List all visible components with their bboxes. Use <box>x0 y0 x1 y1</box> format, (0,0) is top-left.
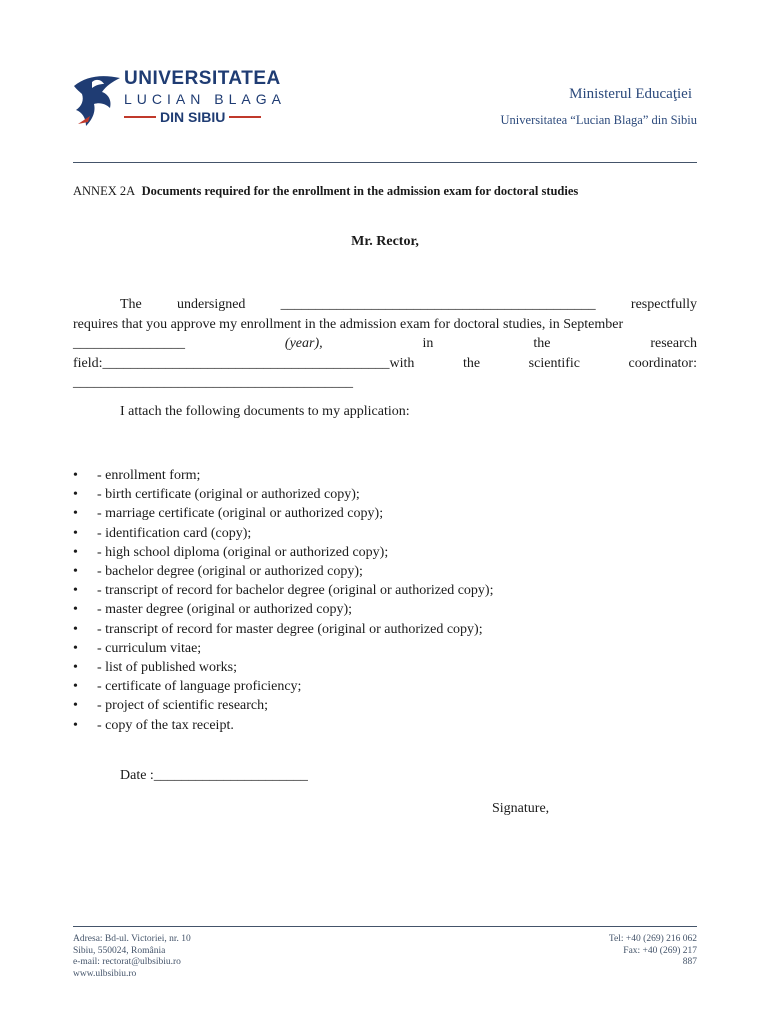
salutation: Mr. Rector, <box>351 234 419 249</box>
list-item: • - high school diploma (original or authorized copy); <box>73 543 493 562</box>
footer-website: www.ulbsibiu.ro <box>73 968 137 979</box>
logo-line-university: UNIVERSITATEA <box>124 68 281 89</box>
list-item: • - certificate of language proficiency; <box>73 677 493 696</box>
footer-tel: Tel: +40 (269) 216 062 <box>608 934 697 944</box>
word: in <box>422 336 434 351</box>
attach-statement: I attach the following documents to my application: <box>120 404 410 419</box>
footer-city: Sibiu, 550024, România <box>73 945 166 956</box>
name-blank: _____________________________________________ <box>280 297 596 312</box>
annex-title: Documents required for the enrollment in the admission exam for doctoral studies <box>141 184 579 198</box>
word: respectfully <box>630 297 697 312</box>
year-blank: ________________ <box>73 336 185 351</box>
university-name: Universitatea “Lucian Blaga” din Sibiu <box>500 113 697 127</box>
list-item: • - enrollment form; <box>73 466 493 485</box>
paragraph-line-3 <box>73 334 697 354</box>
footer-contact-block <box>609 934 697 969</box>
signature-label: Signature, <box>492 801 550 816</box>
documents-list <box>73 466 493 735</box>
list-item: • - transcript of record for master degree (original or authorized copy); <box>73 620 493 639</box>
ministry-name: Ministerul Educaţiei <box>569 86 692 102</box>
footer-email: e-mail: rectorat@ulbsibiu.ro <box>73 957 181 967</box>
date-field: Date :______________________ <box>120 768 308 783</box>
request-paragraph <box>73 295 697 393</box>
logo-city-text: DIN SIBIU <box>160 109 226 125</box>
list-item: • - list of published works; <box>73 658 493 677</box>
word: scientific <box>528 355 580 371</box>
university-logo <box>72 68 292 132</box>
annex-heading <box>73 184 578 199</box>
footer-address: Adresa: Bd-ul. Victoriei, nr. 10 <box>73 934 191 944</box>
logo-line-lucian-blaga: LUCIAN BLAGA <box>124 91 286 107</box>
word: The <box>120 297 142 312</box>
logo-rule-right <box>229 116 261 118</box>
coordinator-blank: ________________________________________ <box>73 375 353 390</box>
list-item: • - copy of the tax receipt. <box>73 716 493 735</box>
list-item: • - identification card (copy); <box>73 524 493 543</box>
paragraph-line-2: requires that you approve my enrollment in the admission exam for doctoral studies, in September <box>73 316 624 332</box>
list-item: • - master degree (original or authorized copy); <box>73 600 493 619</box>
footer-fax-cont: 887 <box>682 957 697 967</box>
word: the <box>463 355 481 371</box>
word: undersigned <box>177 297 246 312</box>
list-item: • - curriculum vitae; <box>73 639 493 658</box>
field-blank: field:_________________________________________with <box>73 355 415 371</box>
list-item: • - project of scientific research; <box>73 696 493 715</box>
word: the <box>533 336 551 351</box>
word: coordinator: <box>628 355 697 371</box>
footer-fax: Fax: +40 (269) 217 <box>623 945 697 956</box>
year-label: (year), <box>284 336 323 351</box>
header-divider <box>73 162 697 163</box>
bird-emblem-icon <box>72 68 122 130</box>
list-item: • - transcript of record for bachelor degree (original or authorized copy); <box>73 581 493 600</box>
paragraph-line-1 <box>73 295 697 315</box>
logo-line-city <box>124 109 294 125</box>
annex-label: ANNEX 2A <box>73 184 135 198</box>
paragraph-line-4 <box>73 354 697 374</box>
list-item: • - marriage certificate (original or authorized copy); <box>73 504 493 523</box>
word: research <box>650 336 697 351</box>
footer-address-block <box>73 934 191 980</box>
footer-divider <box>73 926 697 927</box>
logo-rule-left <box>124 116 156 118</box>
list-item: • - birth certificate (original or authorized copy); <box>73 485 493 504</box>
list-item: • - bachelor degree (original or authorized copy); <box>73 562 493 581</box>
